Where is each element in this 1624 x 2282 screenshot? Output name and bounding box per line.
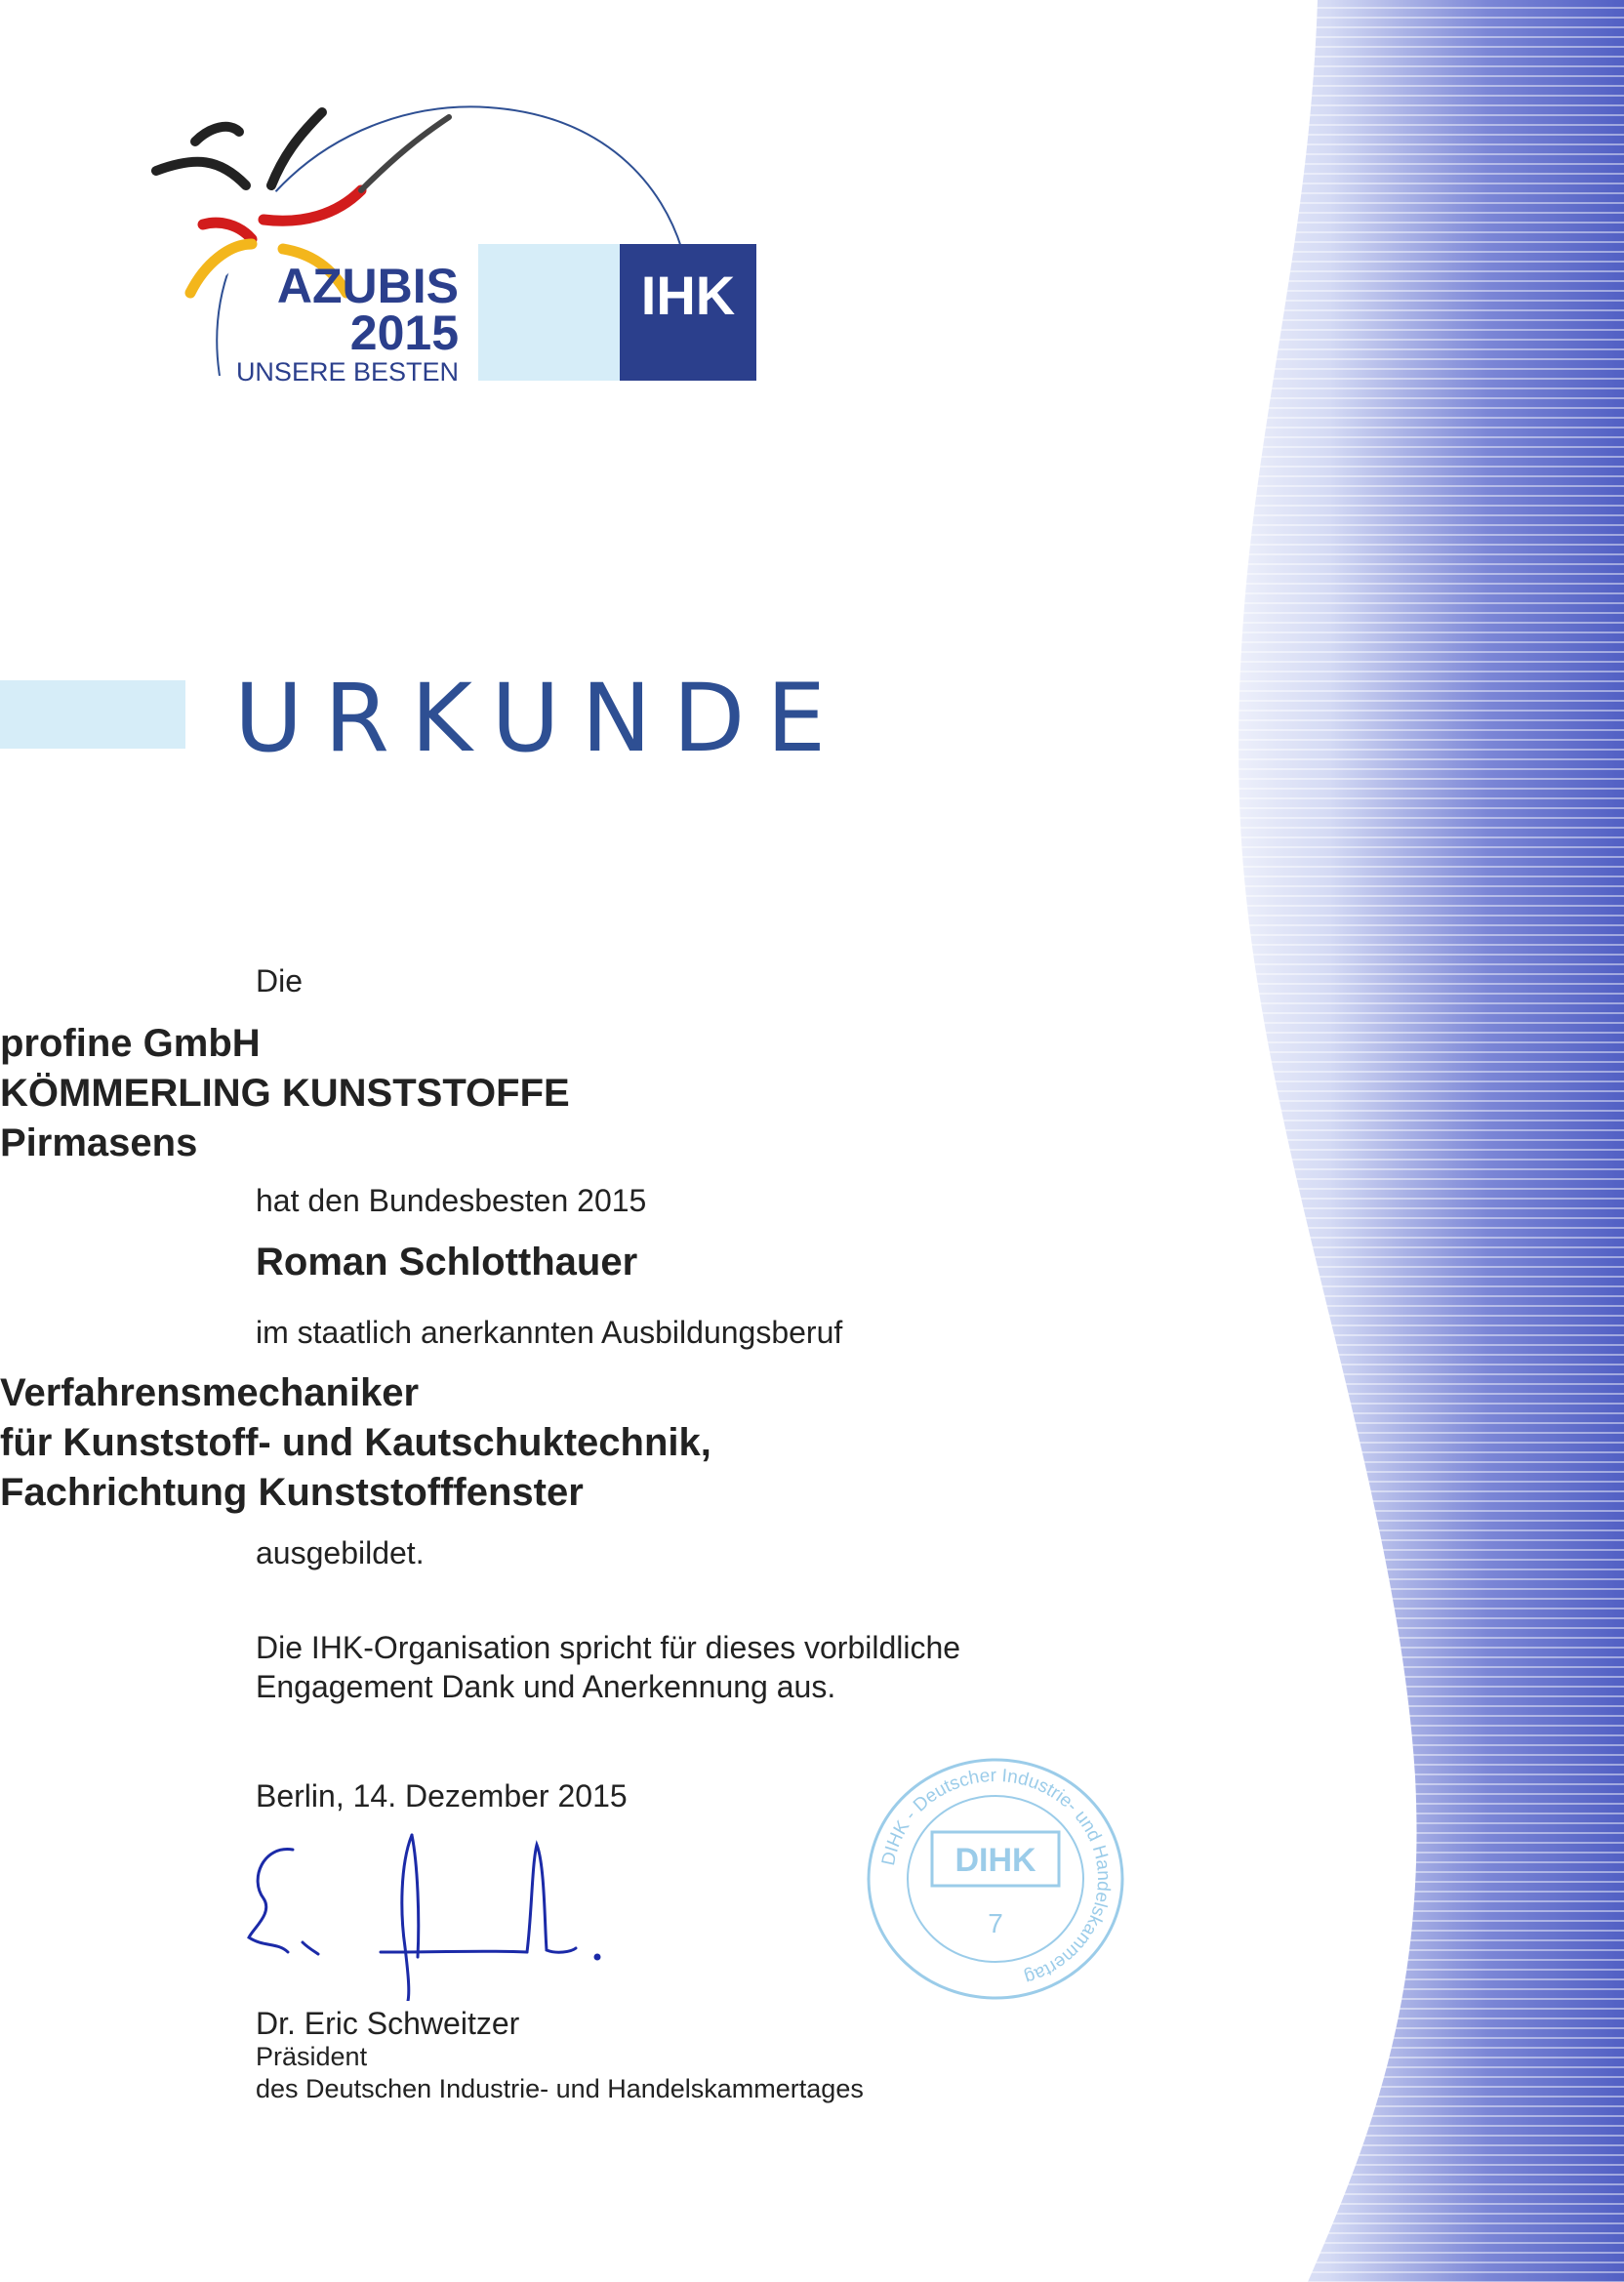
company-line: Pirmasens — [0, 1121, 198, 1164]
thanks-line: Die IHK-Organisation spricht für dieses vorbildliche — [256, 1630, 961, 1665]
page-title: URKUNDE — [234, 664, 847, 773]
signature-icon — [234, 1825, 625, 2001]
stamp-number: 7 — [988, 1908, 1003, 1938]
profession-line: für Kunststoff- und Kautschuktechnik, — [0, 1421, 711, 1464]
title-accent-band — [0, 680, 185, 749]
thanks-text — [256, 1628, 1134, 1706]
statement-bundesbesten: hat den Bundesbesten 2015 — [256, 1183, 647, 1218]
company-line: KÖMMERLING KUNSTSTOFFE — [0, 1072, 570, 1115]
ihk-badge-text: IHK — [640, 265, 736, 326]
logo-line3: UNSERE BESTEN — [235, 357, 459, 387]
profession-line: Fachrichtung Kunststofffenster — [0, 1471, 584, 1514]
azubis-logo — [137, 98, 771, 400]
logo-line2: 2015 — [349, 306, 459, 360]
thanks-line: Engagement Dank und Anerkennung aus. — [256, 1669, 836, 1704]
company-line: profine GmbH — [0, 1022, 261, 1065]
profession-block — [0, 1368, 711, 1518]
profession-line: Verfahrensmechaniker — [0, 1371, 420, 1414]
stamp-ring-text: DIHK - Deutscher Industrie- und Handelskammertag — [877, 1765, 1115, 1988]
decorative-stripe-band — [1171, 0, 1624, 2282]
signer-organization: des Deutschen Industrie- und Handelskammertages — [256, 2074, 864, 2103]
dihk-stamp-icon — [859, 1752, 1132, 2006]
place-date: Berlin, 14. Dezember 2015 — [256, 1778, 628, 1813]
statement-beruf: im staatlich anerkannten Ausbildungsberuf — [256, 1315, 843, 1350]
company-block — [0, 1019, 570, 1168]
signer-name: Dr. Eric Schweitzer — [256, 2006, 520, 2041]
awardee-name: Roman Schlotthauer — [256, 1241, 638, 1284]
stamp-center-text: DIHK — [954, 1842, 1036, 1879]
statement-ausgebildet: ausgebildet. — [256, 1535, 425, 1570]
signer-role: Präsident — [256, 2042, 368, 2071]
intro-text: Die — [256, 963, 304, 998]
logo-line1: AZUBIS — [276, 259, 459, 313]
